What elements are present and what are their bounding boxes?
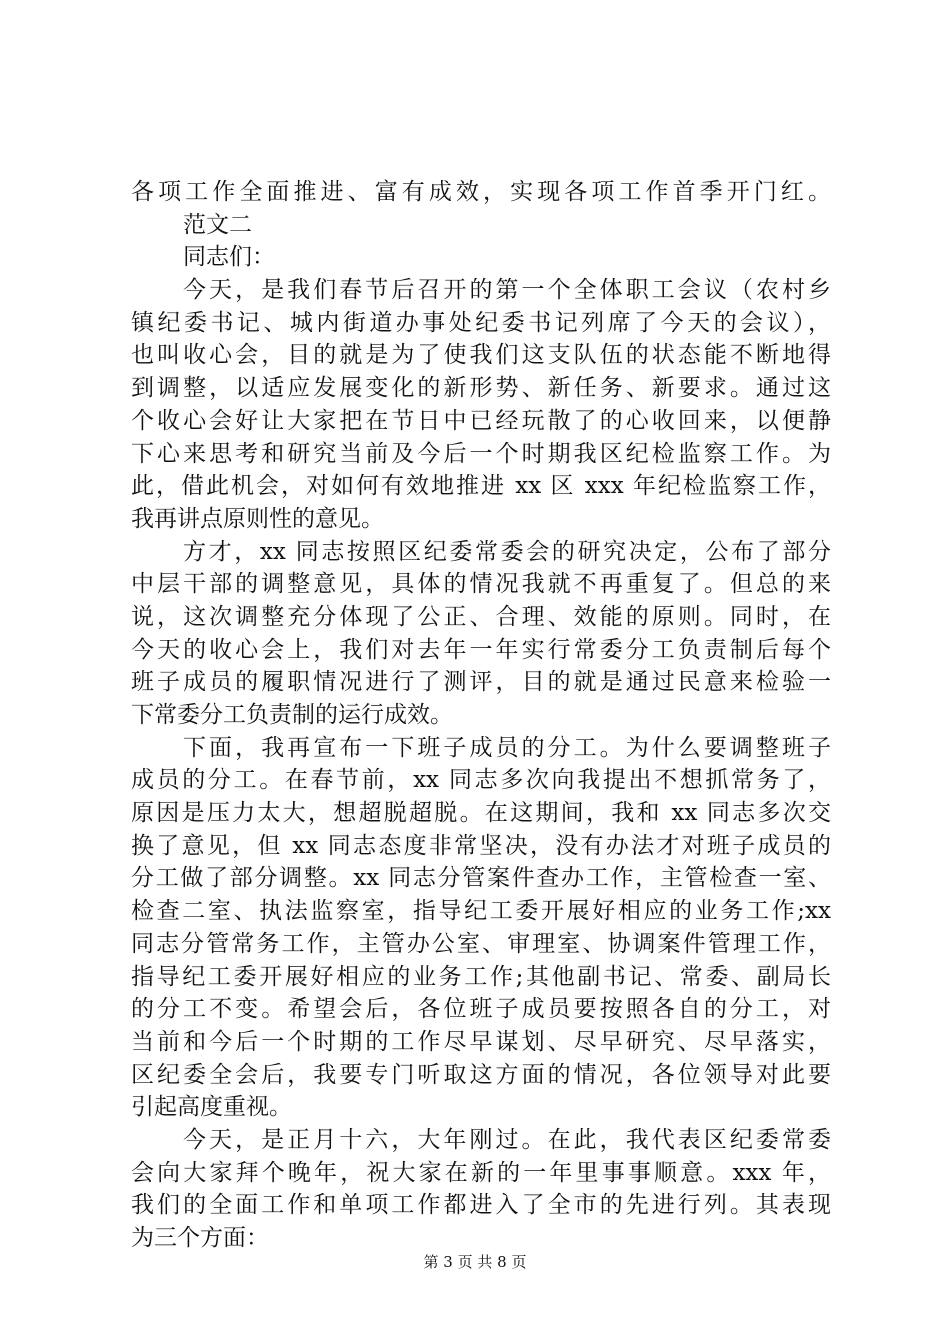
text-line: 下心来思考和研究当前及今后一个时期我区纪检监察工作。为	[131, 440, 831, 467]
text-line: 到调整，以适应发展变化的新形势、新任务、新要求。通过这	[131, 375, 831, 402]
text-line: 各项工作全面推进、富有成效，实现各项工作首季开门红。	[131, 179, 831, 205]
text-line: 当前和今后一个时期的工作尽早谋划、尽早研究、尽早落实，	[131, 1028, 831, 1055]
text-line: 换了意见，但 xx 同志态度非常坚决，没有办法才对班子成员的	[131, 832, 831, 859]
text-line: 我们的全面工作和单项工作都进入了全市的先进行列。其表现	[131, 1192, 831, 1219]
text-line: 为三个方面：	[131, 1225, 269, 1251]
text-line: 下常委分工负责制的运行成效。	[131, 702, 453, 728]
text-line: 班子成员的履职情况进行了测评，目的就是通过民意来检验一	[131, 669, 831, 696]
text-line: 检查二室、执法监察室，指导纪工委开展好相应的业务工作;xx	[131, 898, 831, 925]
page-footer: 第 3 页 共 8 页	[423, 1253, 527, 1271]
salutation: 同志们：	[183, 244, 275, 271]
text-line: 方才，xx 同志按照区纪委常委会的研究决定，公布了部分	[183, 538, 831, 565]
text-line: 下面，我再宣布一下班子成员的分工。为什么要调整班子	[183, 734, 831, 761]
text-line: 的分工不变。希望会后，各位班子成员要按照各自的分工，对	[131, 996, 831, 1023]
document-body	[131, 176, 831, 1255]
text-line: 也叫收心会，目的就是为了使我们这支队伍的状态能不断地得	[131, 342, 831, 369]
text-line: 说，这次调整充分体现了公正、合理、效能的原则。同时，在	[131, 603, 831, 630]
text-line: 会向大家拜个晚年，祝大家在新的一年里事事顺意。xxx 年，	[131, 1159, 831, 1186]
text-line: 今天的收心会上，我们对去年一年实行常委分工负责制后每个	[131, 636, 831, 663]
text-line: 个收心会好让大家把在节日中已经玩散了的心收回来，以便静	[131, 407, 831, 434]
text-line: 我再讲点原则性的意见。	[131, 505, 384, 532]
text-line: 同志分管常务工作，主管办公室、审理室、协调案件管理工作，	[131, 930, 831, 957]
text-line: 指导纪工委开展好相应的业务工作;其他副书记、常委、副局长	[131, 963, 831, 990]
text-line: 今天，是我们春节后召开的第一个全体职工会议（农村乡	[183, 277, 831, 304]
section-heading: 范文二	[183, 211, 252, 238]
text-line: 此，借此机会，对如何有效地推进 xx 区 xxx 年纪检监察工作，	[131, 473, 831, 500]
text-line: 原因是压力太大，想超脱超脱。在这期间，我和 xx 同志多次交	[131, 800, 831, 827]
text-line: 中层干部的调整意见，具体的情况我就不再重复了。但总的来	[131, 571, 831, 598]
text-line: 成员的分工。在春节前，xx 同志多次向我提出不想抓常务了，	[131, 767, 831, 794]
text-line: 引起高度重视。	[131, 1094, 292, 1121]
text-line: 今天，是正月十六，大年刚过。在此，我代表区纪委常委	[183, 1126, 831, 1153]
text-line: 镇纪委书记、城内街道办事处纪委书记列席了今天的会议），	[131, 309, 831, 336]
text-line: 区纪委全会后，我要专门听取这方面的情况，各位领导对此要	[131, 1061, 831, 1088]
text-line: 分工做了部分调整。xx 同志分管案件查办工作，主管检查一室、	[131, 865, 831, 892]
